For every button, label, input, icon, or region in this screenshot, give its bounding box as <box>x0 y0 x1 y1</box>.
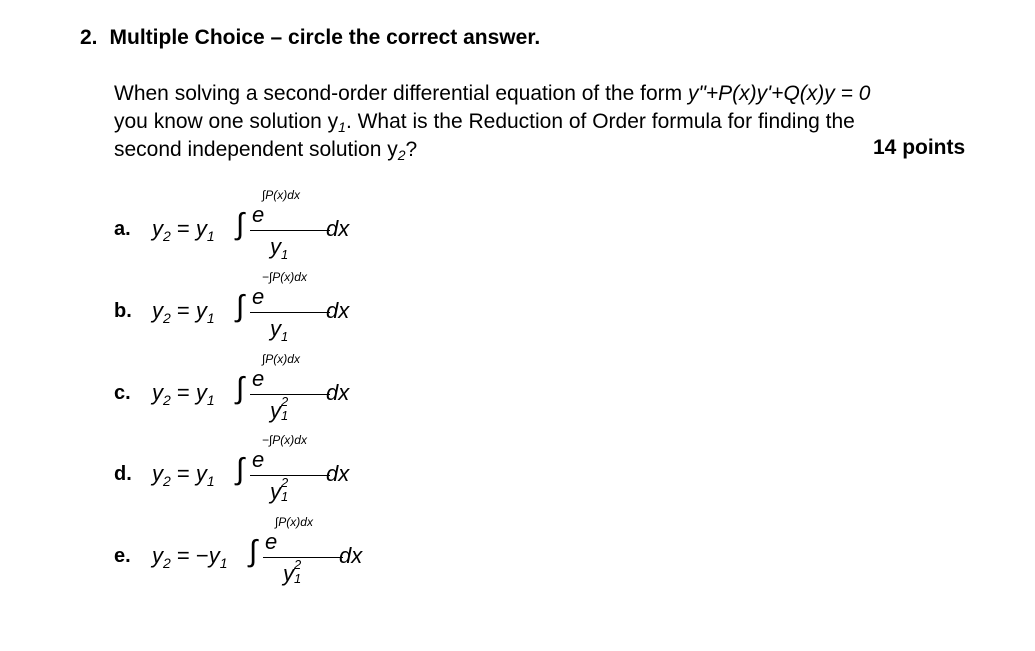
fraction-numerator <box>252 188 300 228</box>
option-d[interactable] <box>114 433 414 531</box>
exponent: ∫P(x)dx <box>262 188 300 202</box>
question-title: Multiple Choice – circle the correct answer. <box>109 26 541 49</box>
exp-base: e <box>252 447 265 472</box>
denom-sub: 1 <box>281 489 289 504</box>
fraction-bar <box>250 230 330 231</box>
denom-sub: 1 <box>281 247 289 262</box>
fraction-bar <box>250 312 330 313</box>
prompt-text-3a: second independent solution y <box>114 138 398 161</box>
option-formula <box>152 461 215 489</box>
fraction-bar <box>263 557 343 558</box>
points-label: 14 points <box>873 136 966 159</box>
exponent: −∫P(x)dx <box>262 433 307 447</box>
formula-rhs: y <box>208 543 220 568</box>
prompt-line-3 <box>114 136 974 162</box>
differential-dx: dx <box>326 216 350 241</box>
integral-sign: ∫ <box>236 290 245 323</box>
fraction-bar <box>250 394 330 395</box>
formula-rhs-sub: 1 <box>206 392 215 408</box>
fraction-denominator <box>270 475 291 505</box>
differential-dx: dx <box>339 543 363 568</box>
fraction-denominator <box>270 234 288 262</box>
denom-sup: 2 <box>281 475 289 490</box>
prompt-text-3b: ? <box>405 138 418 161</box>
option-letter: a. <box>114 218 131 240</box>
formula-lhs: y <box>152 216 163 241</box>
formula-rhs-sub: 1 <box>206 310 215 326</box>
fraction-denominator <box>283 557 304 587</box>
formula-lhs: y <box>152 461 163 486</box>
exponent: −∫P(x)dx <box>262 270 307 284</box>
option-formula <box>152 216 215 244</box>
integral-sign: ∫ <box>236 372 245 405</box>
exp-base: e <box>252 366 265 391</box>
formula-equals: = <box>170 216 196 241</box>
denom-var: y <box>270 316 281 341</box>
formula-lhs-sub: 2 <box>163 473 171 489</box>
exp-base: e <box>252 202 265 227</box>
prompt-text-2a: you know one solution y <box>114 110 339 133</box>
formula-lhs-sub: 2 <box>163 228 171 244</box>
prompt-line-1 <box>114 80 974 108</box>
question-heading <box>80 26 540 50</box>
formula-lhs: y <box>152 380 163 405</box>
formula-lhs: y <box>152 298 163 323</box>
exponent: ∫P(x)dx <box>275 515 313 529</box>
option-letter: c. <box>114 382 131 404</box>
denom-sup: 2 <box>294 557 302 572</box>
denom-var: y <box>270 234 281 259</box>
question-prompt <box>114 80 974 162</box>
exponent: ∫P(x)dx <box>262 352 300 366</box>
denom-scripts <box>294 557 304 586</box>
integral-sign: ∫ <box>236 208 245 241</box>
prompt-sub-2: 2 <box>397 147 406 163</box>
formula-equals: = <box>170 298 196 323</box>
prompt-text-2b: . What is the Reduction of Order formula for finding the <box>345 110 855 133</box>
denom-sub: 1 <box>294 571 302 586</box>
option-formula <box>152 380 215 408</box>
question-number: 2. <box>80 26 98 49</box>
prompt-line-2 <box>114 108 974 136</box>
formula-lhs: y <box>152 543 163 568</box>
formula-rhs: y <box>195 380 207 405</box>
fraction-numerator <box>265 515 313 555</box>
fraction-denominator <box>270 394 291 424</box>
differential-dx: dx <box>326 380 350 405</box>
formula-equals: = <box>170 461 196 486</box>
option-letter: b. <box>114 300 132 322</box>
fraction-bar <box>250 475 330 476</box>
integral-sign: ∫ <box>236 453 245 486</box>
formula-equals: = <box>170 380 196 405</box>
denom-sub: 1 <box>281 408 289 423</box>
denom-sub: 1 <box>281 329 289 344</box>
formula-rhs-sub: 1 <box>219 555 228 571</box>
option-e[interactable] <box>114 515 414 613</box>
option-letter: e. <box>114 545 131 567</box>
differential-dx: dx <box>326 298 350 323</box>
ode-equation: y"+P(x)y'+Q(x)y = 0 <box>687 82 871 105</box>
fraction-numerator <box>252 352 300 392</box>
fraction-numerator <box>252 433 307 473</box>
fraction-denominator <box>270 316 288 344</box>
exp-base: e <box>252 284 265 309</box>
formula-lhs-sub: 2 <box>163 555 171 571</box>
denom-scripts <box>281 394 291 423</box>
formula-rhs: y <box>195 461 207 486</box>
denom-var: y <box>283 561 294 586</box>
option-formula <box>152 298 215 326</box>
integral-sign: ∫ <box>249 535 258 568</box>
option-formula <box>152 543 228 571</box>
denom-var: y <box>270 479 281 504</box>
denom-scripts <box>281 475 291 504</box>
formula-rhs-sub: 1 <box>206 473 215 489</box>
differential-dx: dx <box>326 461 350 486</box>
formula-lhs-sub: 2 <box>163 392 171 408</box>
formula-rhs: y <box>195 216 207 241</box>
exp-base: e <box>265 529 278 554</box>
formula-equals: = − <box>170 543 209 568</box>
formula-rhs-sub: 1 <box>206 228 215 244</box>
fraction-numerator <box>252 270 307 310</box>
formula-lhs-sub: 2 <box>163 310 171 326</box>
denom-var: y <box>270 398 281 423</box>
denom-sup: 2 <box>281 394 289 409</box>
formula-rhs: y <box>195 298 207 323</box>
prompt-sub-1: 1 <box>338 119 346 135</box>
prompt-text-1: When solving a second-order differential equation of the form <box>114 82 683 105</box>
option-letter: d. <box>114 463 132 485</box>
